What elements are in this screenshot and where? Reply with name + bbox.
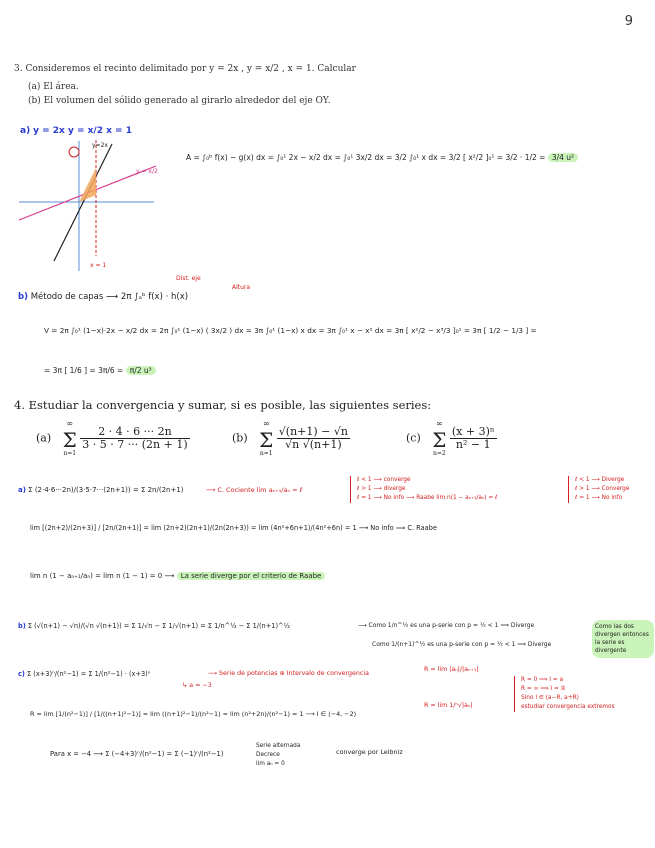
graph-label-y2x: y=2x (92, 142, 108, 149)
sol-4a-line-3 (30, 572, 325, 580)
radius-case-interval: Sino I ∈ (a−R, a+R) (521, 695, 579, 701)
alternating-notes (256, 742, 300, 769)
center-value: ↳ a = −3 (182, 682, 212, 689)
ratio-test-note: ⟶ C. Cociente lim aₙ₊₁/aₙ = ℓ (206, 486, 303, 494)
region-graph (14, 136, 164, 276)
series-b-sum-bot: n=1 (259, 449, 273, 457)
problem-3-statement: 3. Consideremos el recinto delimitado por y = 2x , y = x/2 , x = 1. Calcular (14, 64, 356, 74)
raabe-case-gt1: ℓ > 1 ⟶ Converge (575, 486, 630, 492)
volume-line-2-text: = 3π [ 1/6 ] = 3π/6 = (44, 366, 124, 375)
series-b-fraction (277, 426, 350, 451)
area-formula (186, 153, 578, 162)
sol-4c-line-3: Para x = −4 ⟶ Σ (−4+3)ⁿ/(n²−1) = Σ (−1)ⁿ/(n²−1) (50, 750, 224, 758)
graph-shaded-region (79, 168, 96, 202)
series-a-sum-top: ∞ (66, 419, 74, 428)
sol-4a-line-2: lim [(2n+2)/(2n+3)] / [2n/(2n+1)] = lim (2n+2)(2n+1)/(2n(2n+3)) = lim (4n²+6n+1)/(4n²+6n) = 1 ⟶ No info ⟹ C. Raabe (30, 524, 437, 532)
sol-4b-line-1 (18, 622, 290, 630)
sol-3a-header (20, 126, 132, 136)
alt-note-alternating: Serie alternada (256, 743, 301, 749)
area-result: 3/4 u² (548, 153, 578, 162)
sol-4a-line-1-text: Σ (2·4·6···2n)/(3·5·7···(2n+1)) = Σ 2n/(2n+1) (28, 486, 184, 494)
series-a-sigma: ∞ Σ n=1 (62, 419, 77, 457)
note-distance-axis: Dist. eje (176, 275, 201, 282)
page-number: 9 (624, 14, 633, 29)
alt-note-limit: lim aₙ = 0 (256, 761, 285, 767)
series-b-sigma: ∞ Σ n=1 (259, 419, 274, 457)
sol-4b-label: b) (18, 622, 26, 630)
graph-label-yx2: y = x/2 (136, 168, 158, 175)
series-a-num: 2 · 4 · 6 ··· 2n (80, 426, 189, 439)
volume-line-1: V = 2π ∫₀¹ (1−x)·2x − x/2 dx = 2π ∫₀¹ (1−x) ( 3x/2 ) dx = 3π ∫₀¹ (1−x) x dx = 3π ∫₀¹ x − x² dx = 3π [ x²/2 − x³/3 ]₀¹ = 3π [ 1/2 − 1/3 ] = (44, 326, 537, 335)
series-b-sum-top: ∞ (262, 419, 270, 428)
sol-4a-conclusion: La serie diverge por el criterio de Raabe (177, 572, 326, 580)
sol-3b-label: b) (18, 292, 28, 302)
volume-line-2 (44, 366, 156, 375)
series-a-fraction (80, 426, 189, 451)
sol-4b-conclusion: Como las dos divergen entonces la serie es divergente (592, 620, 654, 658)
sol-3a-equations: y = 2x y = x/2 x = 1 (33, 126, 132, 136)
problem-4-statement: 4. Estudiar la convergencia y sumar, si es posible, las siguientes series: (14, 398, 432, 412)
sol-4a-line-1 (18, 486, 184, 494)
radius-case-ends: estudiar convergencia extremos (521, 704, 615, 710)
sol-4a-line-3-text: lim n (1 − aₙ₊₁/aₙ) = lim n (1 − 1) = 0 ⟶ (30, 572, 175, 580)
graph-circle-mark (69, 147, 79, 157)
ratio-case-eq1: ℓ = 1 ⟶ No info ⟶ Raabe lim n(1 − aₙ₊₁/aₙ) = ℓ (357, 495, 498, 501)
raabe-case-lt1: ℓ < 1 ⟶ Diverge (575, 477, 625, 483)
sol-3a-label: a) (20, 126, 31, 136)
problem-3-part-b: (b) El volumen del sólido generado al girarlo alrededor del eje OY. (28, 96, 331, 106)
series-c-fraction (450, 426, 497, 451)
series-c-sum-top: ∞ (435, 419, 443, 428)
radius-case-inf: R = ∞ ⟹ I = ℝ (521, 686, 566, 692)
sol-4b-pseries-2: Como 1/(n+1)^½ es una p-serie con p = ½ < 1 ⟹ Diverge (372, 641, 552, 648)
series-c-label: (c) (406, 431, 421, 445)
series-b-den: √n √(n+1) (285, 438, 342, 452)
volume-result: π/2 u³ (126, 366, 156, 375)
series-c-num: (x + 3)ⁿ (451, 425, 495, 439)
series-a-sum-bot: n=1 (63, 449, 77, 457)
sol-4a-label: a) (18, 486, 26, 494)
series-c-sigma: ∞ Σ n=2 (432, 419, 447, 457)
problem-3-part-a: (a) El área. (28, 82, 79, 92)
ratio-case-gt1: ℓ > 1 ⟶ diverge (357, 486, 406, 492)
shell-method: Método de capas ⟶ 2π ∫ₐᵇ f(x) · h(x) (30, 292, 189, 302)
radius-cases (514, 676, 615, 712)
series-a-den: 3 · 5 · 7 ··· (2n + 1) (82, 438, 188, 452)
sol-3b-header (18, 292, 188, 302)
graph-label-x1: x = 1 (90, 262, 107, 269)
sol-4b-pseries-1: ⟶ Como 1/n^½ es una p-serie con p = ½ < 1 ⟹ Diverge (358, 622, 535, 629)
sol-4c-line-2: R = lim [1/(n²−1)] / [1/((n+1)²−1)] = lim ((n+1)²−1)/(n²−1) = lim (n²+2n)/(n²−1) = 1 ⟶ I ∈ (−4, −2) (30, 710, 357, 718)
ratio-case-lt1: ℓ < 1 ⟶ converge (357, 477, 411, 483)
alt-note-decreasing: Decrece (256, 752, 280, 758)
series-b-num: √(n+1) − √n (278, 425, 348, 439)
area-formula-text: A = ∫₀ᵇ f(x) − g(x) dx = ∫₀¹ 2x − x/2 dx = ∫₀¹ 3x/2 dx = 3/2 ∫₀¹ x dx = 3/2 [ x²/2 ]₀¹ = 3/2 · 1/2 = (186, 153, 546, 162)
series-c-den: n² − 1 (455, 438, 491, 452)
series-c-sum-bot: n=2 (432, 449, 446, 457)
leibniz-conclusion: converge por Leibniz (336, 748, 403, 756)
series-b (232, 420, 350, 457)
series-a-label: (a) (36, 431, 52, 445)
series-c (406, 420, 497, 457)
power-series-note: ⟶ Serie de potencias ⊕ Intervalo de convergencia (208, 670, 369, 677)
sol-4c-label: c) (18, 670, 25, 678)
radius-def-2: R = lim 1/ⁿ√|aₙ| (424, 702, 473, 709)
series-b-label: (b) (232, 431, 248, 445)
note-height: Altura (232, 284, 251, 291)
raabe-case-eq1: ℓ = 1 ⟶ No info (575, 495, 623, 501)
raabe-cases (568, 476, 629, 503)
sol-4c-line-1 (18, 670, 150, 678)
sol-4b-line-1-text: Σ (√(n+1) − √n)/(√n √(n+1)) = Σ 1/√n − Σ 1/√(n+1) = Σ 1/n^½ − Σ 1/(n+1)^½ (27, 622, 290, 630)
series-a (36, 420, 190, 457)
ratio-cases (350, 476, 497, 503)
radius-case-zero: R = 0 ⟹ I = a (521, 677, 564, 683)
radius-def-1: R = lim |aₙ|/|aₙ₊₁| (424, 666, 479, 673)
sol-4c-line-1-text: Σ (x+3)ⁿ/(n²−1) = Σ 1/(n²−1) · (x+3)ⁿ (27, 670, 151, 678)
